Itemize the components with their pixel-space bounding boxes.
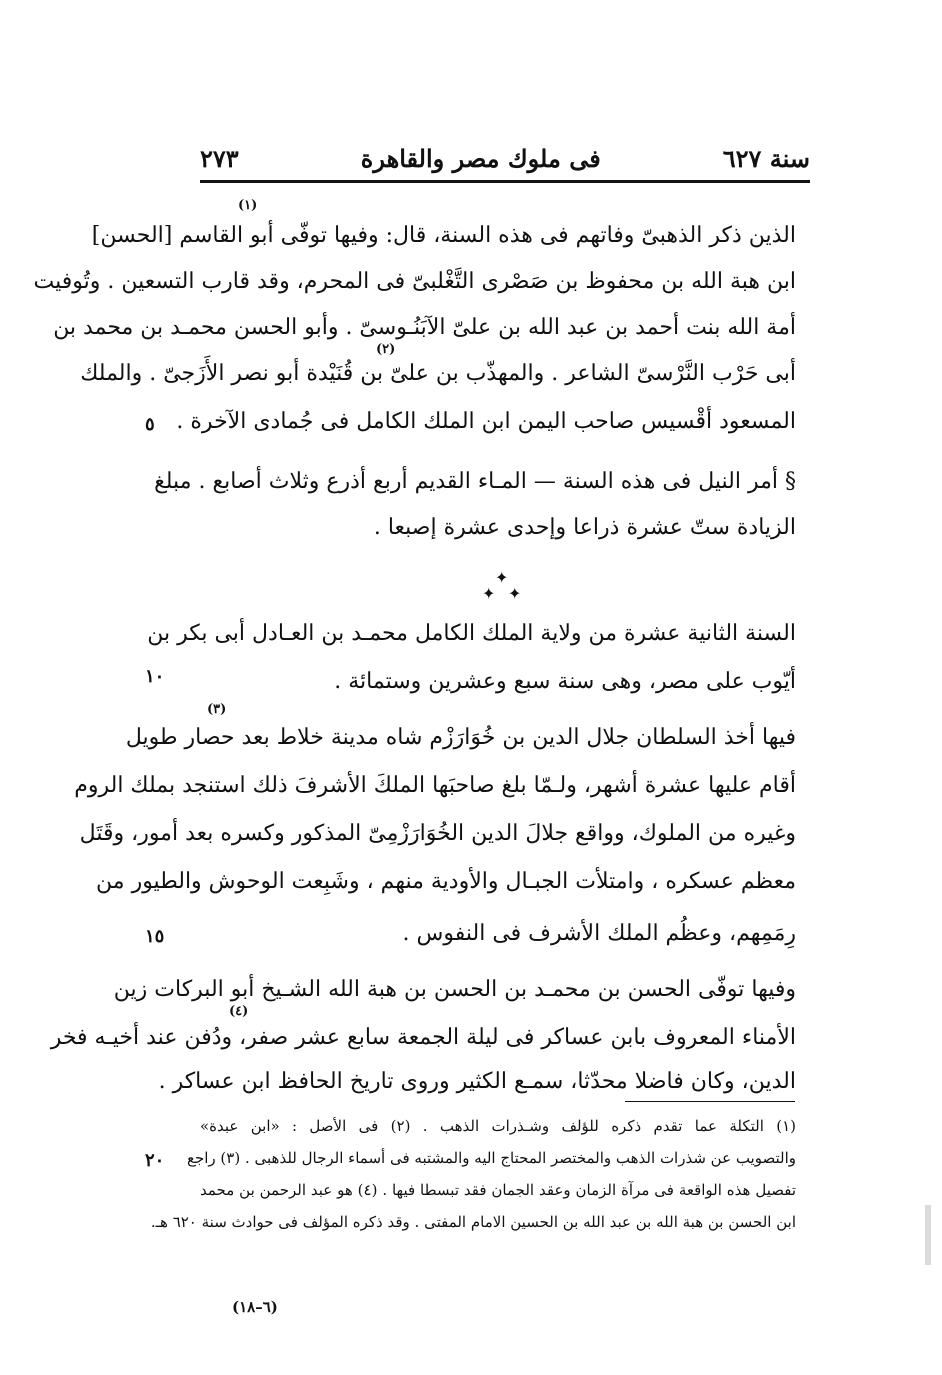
body-line: وغيره من الملوك، وواقع جلالَ الدين الخُوَارَزْمِىّ المذكور وكسره بعد أمور، وقَتَل	[79, 821, 796, 846]
body-line: § أمر النيل فى هذه السنة — المـاء القديم أربع أذرع وثلاث أصابع . مبلغ	[154, 469, 796, 494]
scan-edge-mark	[925, 1205, 931, 1265]
header-page-number: ٢٧٣	[200, 143, 239, 173]
margin-line-number: ٢٠	[145, 1150, 165, 1171]
header-year: سنة ٦٢٧	[722, 143, 810, 173]
printer-signature: (٦–١٨)	[232, 1298, 278, 1316]
body-line: أقام عليها عشرة أشهر، ولـمّا بلغ صاحبَها الملكَ الأشرفَ ذلك استنجد بملك الروم	[74, 773, 796, 798]
body-line: فيها أخذ السلطان جلال الدين بن خُوَارَزْم شاه مدينة خلاط بعد حصار طويل	[125, 725, 796, 750]
body-line: أمة الله بنت أحمد بن عبد الله بن علىّ الآبَنُـوسىّ . وأبو الحسن محمـد بن محمد بن	[53, 315, 796, 340]
body-line: رِمَمِهم، وعظُم الملك الأشرف فى النفوس .	[402, 921, 796, 946]
body-line: الزيادة ستّ عشرة ذراعا وإحدى عشرة إصبعا .	[373, 515, 796, 540]
running-header	[200, 138, 810, 178]
body-line: أبى حَرْب النَّرْسىّ الشاعر . والمهذّب بن علىّ بن قُنَيْدة أبو نصر الأَزَجىّ . والملك	[80, 361, 796, 386]
section-separator: ✦ ✦ ✦	[482, 568, 522, 603]
footnote-line: ابن الحسن بن هبة الله بن عبد الله بن الحسين الامام المفتى . وقد ذكره المؤلف فى حوادث سنة ٦٢٠ هـ.	[150, 1213, 796, 1231]
body-line: وفيها توفّى الحسن بن محمـد بن الحسن بن هبة الله الشـيخ أبو البركات زين	[113, 977, 796, 1002]
footnote-rule	[625, 1101, 795, 1102]
body-line: الدين، وكان فاضلا محدّثا، سمـع الكثير وروى تاريخ الحافظ ابن عساكر .	[158, 1069, 796, 1094]
body-line: السنة الثانية عشرة من ولاية الملك الكامل محمـد بن العـادل أبى بكر بن	[147, 621, 796, 646]
header-title: فى ملوك مصر والقاهرة	[360, 143, 601, 173]
footnote-ref-2: (٢)	[376, 342, 396, 357]
body-line: معظم عسكره ، وامتلأت الجبـال والأودية منهم ، وشَبِعت الوحوش والطيور من	[96, 869, 796, 894]
footnote-ref-4: (٤)	[229, 1004, 249, 1019]
body-line: أيّوب على مصر، وهى سنة سبع وعشرين وستمائة .	[334, 669, 796, 694]
footnote-line: (١) التكلة عما تقدم ذكره للؤلف وشـذرات الذهب . (٢) فى الأصل : «ابن عبدة»	[200, 1117, 797, 1135]
margin-line-number: ١٠	[145, 666, 165, 687]
footnote-line: والتصويب عن شذرات الذهب والمختصر المحتاج اليه والمشتبه فى أسماء الرجال للذهبى . (٣) راجع	[187, 1149, 796, 1167]
margin-line-number: ٥	[145, 414, 155, 435]
footnote-line: تفصيل هذه الواقعة فى مرآة الزمان وعقد الجمان فقد تبسطا فيها . (٤) هو عبد الرحمن بن محمد	[200, 1181, 796, 1199]
body-line: الذين ذكر الذهبىّ وفاتهم فى هذه السنة، قال: وفيها توفّى أبو القاسم [الحسن]	[91, 223, 796, 248]
footnote-ref-1: (١)	[238, 198, 258, 213]
footnote-ref-3: (٣)	[207, 702, 227, 717]
body-line: ابن هبة الله بن محفوظ بن صَصْرى التَّغْلبىّ فى المحرم، وقد قارب التسعين . وتُوفيت	[33, 269, 796, 294]
margin-line-number: ١٥	[145, 926, 165, 947]
body-line: الأمناء المعروف بابن عساكر فى ليلة الجمعة سابع عشر صفر، ودُفن عند أخيـه فخر	[50, 1025, 796, 1050]
body-line: المسعود أقْسيس صاحب اليمن ابن الملك الكامل فى جُمادى الآخرة .	[176, 409, 796, 434]
header-rule	[200, 180, 810, 183]
